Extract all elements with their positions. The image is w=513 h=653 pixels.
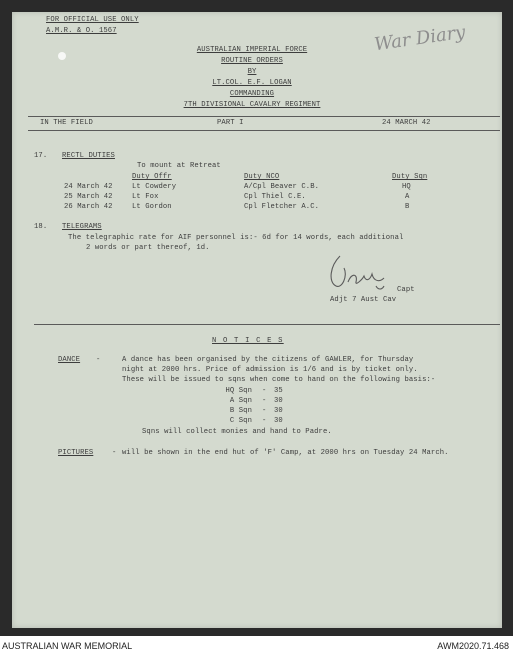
- signature-rank: Capt: [397, 286, 415, 294]
- dance-line-2: night at 2000 hrs. Price of admission is 1/6 and is by ticket only.: [122, 366, 418, 374]
- rule-under-place: [28, 130, 500, 131]
- duty-sqn: B: [405, 203, 410, 211]
- pictures-text: will be shown in the end hut of 'F' Camp, at 2000 hrs on Tuesday 24 March.: [122, 449, 449, 457]
- item-18-line-2: 2 words or part thereof, 1d.: [86, 244, 210, 252]
- col-duty-sqn: Duty Sqn: [392, 173, 428, 181]
- col-duty-nco: Duty NCO: [244, 173, 280, 181]
- classification: FOR OFFICIAL USE ONLY: [46, 16, 139, 24]
- duty-offr: Lt Fox: [132, 193, 159, 201]
- allocation-count: 35: [274, 387, 283, 395]
- item-17-intro: To mount at Retreat: [137, 162, 221, 170]
- duty-date: 24 March 42: [64, 183, 113, 191]
- item-18-line-1: The telegraphic rate for AIF personnel is:- 6d for 14 words, each additional: [68, 234, 404, 242]
- allocation-count: 30: [274, 417, 283, 425]
- item-18-heading: TELEGRAMS: [62, 223, 102, 231]
- allocation-dash: -: [262, 407, 267, 415]
- handwritten-war-diary: War Diary: [372, 21, 467, 56]
- pictures-label: PICTURES: [58, 449, 94, 457]
- title-block: [122, 46, 382, 109]
- allocation-dash: -: [262, 397, 267, 405]
- part: PART I: [217, 119, 244, 127]
- item-17-number: 17.: [34, 152, 48, 160]
- place: IN THE FIELD: [40, 119, 93, 127]
- item-18-number: 18.: [34, 223, 48, 231]
- allocation-sqn: B Sqn: [229, 407, 252, 415]
- notices-heading: N O T I C E S: [212, 337, 284, 345]
- allocation-sqn: A Sqn: [229, 397, 252, 405]
- col-duty-offr: Duty Offr: [132, 173, 172, 181]
- footer-credit: AUSTRALIAN WAR MEMORIAL: [2, 641, 133, 651]
- duty-nco: A/Cpl Beaver C.B.: [244, 183, 320, 191]
- dance-closing: Sqns will collect monies and hand to Padre.: [142, 428, 332, 436]
- allocation-dash: -: [262, 387, 267, 395]
- footer-accession-number: AWM2020.71.468: [437, 641, 509, 651]
- duty-date: 26 March 42: [64, 203, 113, 211]
- title-line: COMMANDING: [229, 90, 275, 98]
- duty-offr: Lt Gordon: [132, 203, 172, 211]
- signature-scribble: [322, 252, 392, 294]
- title-line: 7TH DIVISIONAL CAVALRY REGIMENT: [183, 101, 321, 109]
- dance-line-3: These will be issued to sqns when come to hand on the following basis:-: [122, 376, 436, 384]
- duty-date: 25 March 42: [64, 193, 113, 201]
- allocation-sqn: C Sqn: [229, 417, 252, 425]
- duty-sqn: HQ: [402, 183, 411, 191]
- title-line: AUSTRALIAN IMPERIAL FORCE: [196, 46, 308, 54]
- form-reference: A.M.R. & O. 1567: [46, 27, 117, 35]
- title-line: LT.COL. E.F. LOGAN: [212, 79, 292, 87]
- duty-sqn: A: [405, 193, 410, 201]
- title-line: BY: [247, 68, 257, 76]
- allocation-dash: -: [262, 417, 267, 425]
- rule-top: [28, 116, 500, 117]
- allocation-sqn: HQ Sqn: [225, 387, 252, 395]
- dance-dash: -: [96, 356, 101, 364]
- duty-offr: Lt Cowdery: [132, 183, 177, 191]
- duty-nco: Cpl Fletcher A.C.: [244, 203, 320, 211]
- pictures-dash: -: [112, 449, 117, 457]
- signature-appointment: Adjt 7 Aust Cav: [330, 296, 397, 304]
- order-date: 24 MARCH 42: [382, 119, 431, 127]
- document-page: [12, 12, 502, 628]
- duty-nco: Cpl Thiel C.E.: [244, 193, 306, 201]
- punch-hole-mark: [58, 52, 66, 60]
- dance-line-1: A dance has been organised by the citizens of GAWLER, for Thursday: [122, 356, 414, 364]
- item-17-heading: RECTL DUTIES: [62, 152, 115, 160]
- rule-before-notices: [34, 324, 500, 325]
- title-line: ROUTINE ORDERS: [221, 57, 283, 65]
- dance-label: DANCE: [58, 356, 81, 364]
- allocation-count: 30: [274, 407, 283, 415]
- allocation-count: 30: [274, 397, 283, 405]
